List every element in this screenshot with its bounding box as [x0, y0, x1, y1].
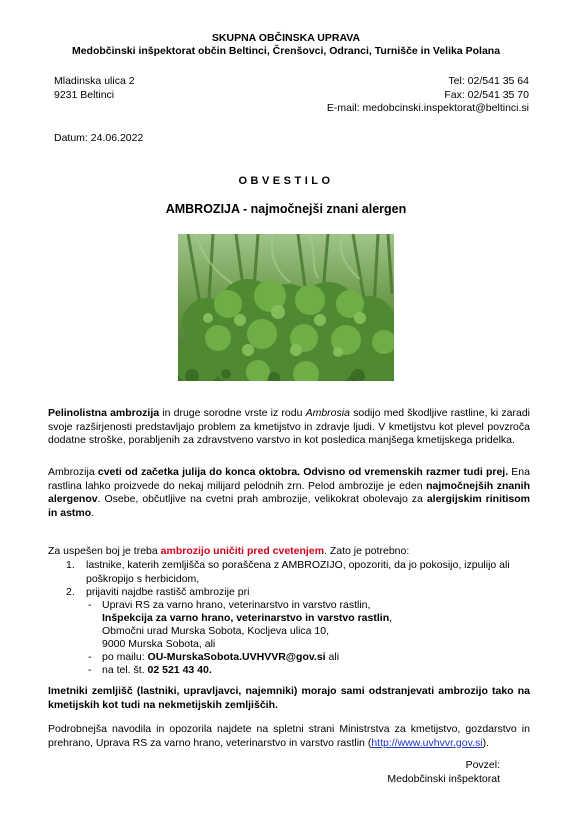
address-city: 9231 Beltinci: [54, 88, 115, 101]
document-date: Datum: 24.06.2022: [54, 132, 144, 144]
office-address: Območni urad Murska Sobota, Kocljeva ulica 10,: [102, 625, 330, 637]
flowering-text-1: Ambrozija: [48, 466, 98, 478]
flowering-text-2: Ena rastlina lahko proizvede do nekaj milijard pelodnih zrn. Pelod ambrozije je eden: [48, 466, 530, 492]
intro-text-2: sodijo med škodljive rastline, ki zaradi svoje razširjenosti predstavljajo problem za kmetijstvo in zdravje ljudi. V kmetijstvu kot plevel povzroča dodatne stroške, porabljenih za zdravstveno varstvo in kot posledica manjšega kmetijskega pridelka.: [48, 407, 530, 446]
flowering-text-4: .: [91, 506, 95, 519]
list-number: 1.: [66, 559, 75, 571]
intro-bold: Pelinolistna ambrozija: [48, 407, 160, 419]
flowering-period: cveti od začetka julija do konca oktobra. Odvisno od vremenskih razmer tudi prej.: [97, 466, 509, 478]
flowering-text-3: . Osebe, občutljive na cvetni prah ambrozije, velikokrat obolevajo za: [97, 493, 427, 505]
notice-title: OBVESTILO: [238, 175, 334, 187]
action-text-1: Za uspešen boj je treba: [48, 545, 161, 557]
fax-number: Fax: 02/541 35 70: [444, 88, 529, 101]
paragraph-ambrosia-intro: [48, 407, 530, 448]
more-info-text: Podrobnejša navodila in opozorila najdete na spletni strani Ministrstva za kmetijstvo, gozdarstvo in prehrano, Uprava RS za varno hrano, veterinarstvo in varstvo rastlin (: [48, 723, 530, 749]
org-name: SKUPNA OBČINSKA UPRAVA: [211, 32, 361, 44]
list-text: lastnike, katerih zemljišča so poraščena z AMBROZIJO, opozoriti, da jo pokosijo, izpulijo ali poškropijo s herbicidom,: [86, 559, 510, 585]
address-street: Mladinska ulica 2: [54, 75, 135, 87]
ambrosia-plant-image: [178, 234, 394, 381]
signature-label: Povzel:: [465, 759, 500, 771]
email-address: E-mail: medobcinski.inspektorat@beltinci.si: [326, 102, 529, 114]
uvhvvr-link[interactable]: http://www.uvhvvr.gov.si: [371, 736, 483, 749]
list-number: 2.: [66, 586, 75, 598]
intro-genus: Ambrosia: [305, 407, 350, 419]
address-block: [54, 75, 135, 102]
ambrosia-photo: [178, 234, 394, 381]
report-email[interactable]: OU-MurskaSobota.UVHVVR@gov.si: [147, 651, 326, 663]
paragraph-more-info: Podrobnejša navodila in opozorila najdete na spletni strani Ministrstva za kmetijstvo, gozdarstvo in prehrano, Uprava RS za varno hrano, veterinarstvo in varstvo rastlin (http://www.uvhvvr.gov.si).: [48, 723, 530, 749]
allergy-conditions: alergijskim rinitisom in astmo: [48, 493, 531, 519]
paragraph-action: [48, 545, 530, 559]
phone-number: Tel: 02/541 35 64: [448, 75, 529, 87]
action-text-2: . Zato je potrebno:: [324, 545, 410, 557]
inspectorate-name: Medobčinski inšpektorat občin Beltinci, Črenšovci, Odranci, Turnišče in Velika Polana: [71, 45, 501, 57]
intro-text-1: in druge sorodne vrste iz rodu: [159, 407, 306, 419]
inspection-name: Inšpekcija za varno hrano, veterinarstvo in varstvo rastlin: [102, 612, 390, 624]
authority-name: Upravi RS za varno hrano, veterinarstvo in varstvo rastlin,: [102, 599, 371, 611]
list-text: prijaviti najdbe rastišč ambrozije pri: [86, 586, 250, 598]
contact-block: [327, 75, 529, 116]
report-phone: 02 521 43 40.: [147, 664, 212, 676]
destroy-warning: ambrozijo uničiti pred cvetenjem: [160, 545, 325, 557]
strongest-allergen: najmočnejših znanih alergenov: [48, 479, 530, 505]
signature-name: Medobčinski inšpektorat: [387, 773, 500, 785]
document-subtitle: AMBROZIJA - najmočnejši znani alergen: [165, 202, 407, 216]
paragraph-owners: Imetniki zemljišč (lastniki, upravljavci, najemniki) morajo sami odstranjevati ambrozijo tako na kmetijskih kot tudi na nekmetijskih zemljiščih.: [48, 685, 530, 711]
office-city: 9000 Murska Sobota, ali: [102, 638, 216, 650]
paragraph-flowering: [48, 466, 530, 520]
document-page: SKUPNA OBČINSKA UPRAVA Medobčinski inšpektorat občin Beltinci, Črenšovci, Odranci, Turnišče in Velika Polana Mladinska ulica 2 9231 Beltinci Tel: 02/541 35 64 Fax: 02/541 35 70 E-mail: medobcinski.inspektorat@beltinci.si Datum: 24.06.2022 OBVESTILO AMBROZIJA - najmočnejši znani alergen Pelinolistna ambrozija in druge sorodne vrste iz rodu Ambrosia sodijo med škodljive rastline, ki zaradi svoje razširjenosti predstavljajo problem za kmetijstvo in zdravje ljudi. V kmetijstvu kot plevel povzroča dodatne stroške, porabljenih za zdravstveno varstvo in kot posledica manjšega kmetijskega pridelka. Ambrozija cveti od začetka julija do konca oktobra. Odvisno od vremenskih razmer tudi prej. Ena rastlina lahko proizvede do nekaj milijard pelodnih zrn. Pelod ambrozije je eden najmočnejših znanih alergenov. Osebe, občutljive na cvetni prah ambrozije, velikokrat obolevajo za alergijskim rinitisom in astmo. Za uspešen boj je treba ambrozijo uničiti pred cvetenjem. Zato je potrebno: 1. lastnike, katerih zemljišča so poraščena z AMBROZIJO, opozoriti, da jo pokosijo, izpulijo ali poškropijo s herbicidom, 2. prijaviti najdbe rastišč ambrozije pri - Upravi RS za varno hrano, veterinarstvo in varstvo rastlin, Inšpekcija za varno hrano, veterinarstvo in varstvo rastlin, Območni urad Murska Sobota, Kocljeva ulica 10, 9000 Murska Sobota, ali - po mailu: OU-MurskaSobota.UVHVVR@gov.si ali - na tel. št. 02 521 43 40. Imetniki zemljišč (lastniki, upravljavci, najemniki) morajo sami odstranjevati ambrozijo tako na kmetijskih kot tudi na nekmetijskih zemljiščih. Podrobnejša navodila in opozorila najdete na spletni strani Ministrstva za kmetijstvo, gozdarstvo in prehrano, Uprava RS za varno hrano, veterinarstvo in varstvo rastlin (http://www.uvhvvr.gov.si). Povzel: Medobčinski inšpektorat: [0, 0, 572, 829]
